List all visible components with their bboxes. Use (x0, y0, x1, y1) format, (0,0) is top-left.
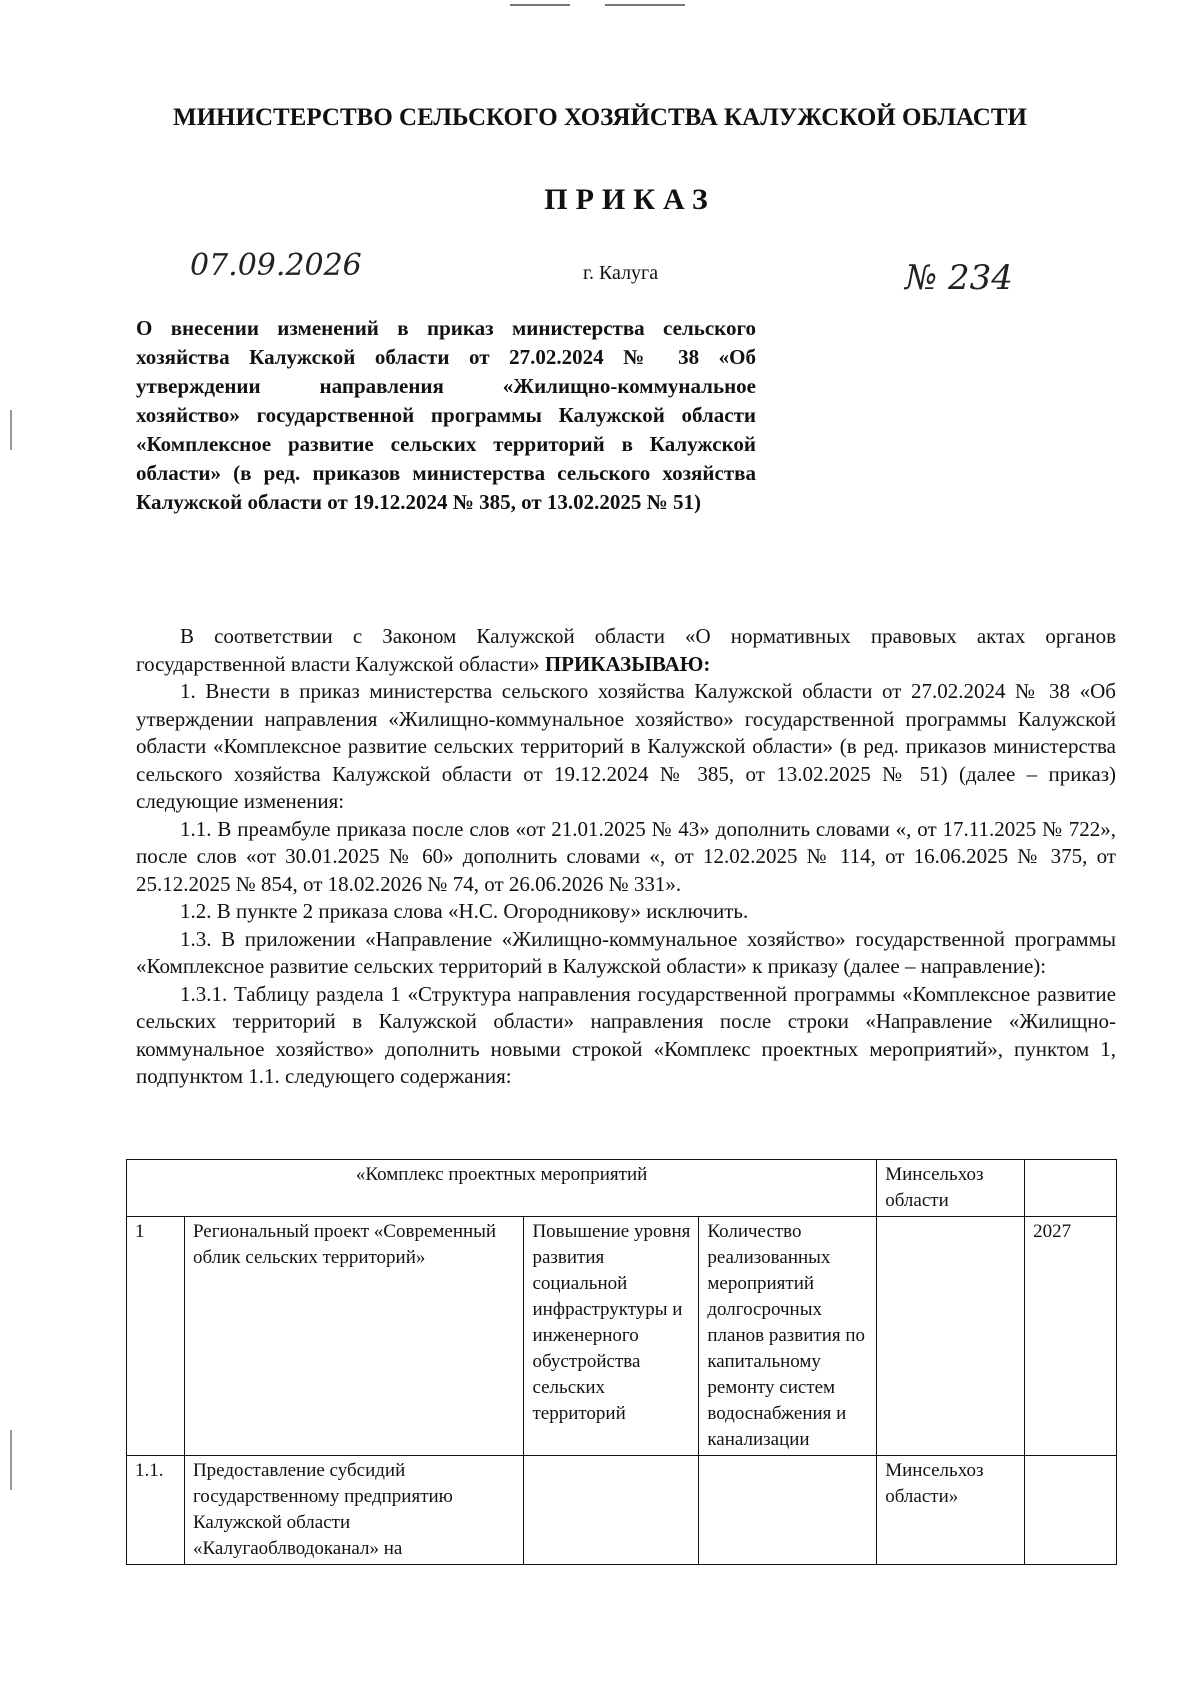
table-cell-num: 1.1. (127, 1456, 185, 1565)
scan-artifact-line (510, 4, 570, 6)
table-cell-empty (1025, 1160, 1117, 1217)
table-cell-goal: Повышение уровня развития социальной инфраструктуры и инженерного обустройства сельских территорий (524, 1217, 699, 1456)
scan-margin-mark (10, 1430, 12, 1490)
paragraph-1-3-1: 1.3.1. Таблицу раздела 1 «Структура направления государственной программы «Комплексное развитие сельских территорий в Калужской области» направления после строки «Направление «Жилищно-коммунальное хозяйство» дополнить новыми строкой «Комплекс проектных мероприятий», пунктом 1, подпунктом 1.1. следующего содержания: (136, 981, 1116, 1088)
table-cell-indicator: Количество реализованных мероприятий долгосрочных планов развития по капитальному ремонту систем водоснабжения и канализации (699, 1217, 877, 1456)
paragraph-1-2: 1.2. В пункте 2 приказа слова «Н.С. Огородникову» исключить. (180, 899, 749, 923)
paragraph-1-1: 1.1. В преамбуле приказа после слов «от 21.01.2025 № 43» дополнить словами «, от 17.11.2025 № 722», после слов «от 30.01.2025 № 60» дополнить словами «, от 12.02.2025 № 114, от 16.06.2025 № 375, от 25.12.2025 № 854, от 18.02.2026 № 74, от 26.06.2026 № 331». (136, 816, 1116, 896)
orders-word: ПРИКАЗЫВАЮ: (544, 651, 711, 676)
table-cell-indicator (699, 1456, 877, 1565)
scan-margin-mark (10, 410, 12, 450)
intro-paragraph (136, 623, 1116, 678)
intro-text: В соответствии с Законом Калужской области «О нормативных правовых актах органов государственной власти Калужской области» (136, 624, 1116, 676)
table-row (127, 1456, 1117, 1565)
table-cell-title: «Комплекс проектных мероприятий (127, 1160, 877, 1217)
table-cell-goal (524, 1456, 699, 1565)
table-cell-name: Предоставление субсидий государственному предприятию Калужской области «Калугаоблводоканал» на (184, 1456, 524, 1565)
table-row (127, 1160, 1117, 1217)
handwritten-date: 07.09.2026 (190, 248, 362, 283)
document-type: ПРИКАЗ (544, 183, 716, 216)
paragraph-1-3: 1.3. В приложении «Направление «Жилищно-коммунальное хозяйство» государственной программы «Комплексное развитие сельских территорий в Калужской области» к приказу (далее – направление): (136, 926, 1116, 978)
table-cell-responsible: Минсельхоз области» (877, 1456, 1025, 1565)
table-cell-num: 1 (127, 1217, 185, 1456)
city-label: г. Калуга (583, 262, 659, 284)
order-subject: О внесении изменений в приказ министерства сельского хозяйства Калужской области от 27.02.2024 № 38 «Об утверждении направления «Жилищно-коммунальное хозяйство» государственной программы Калужской области «Комплексное развитие сельских территорий в Калужской области» (в ред. приказов министерства сельского хозяйства Калужской области от 19.12.2024 № 385, от 13.02.2025 № 51) (136, 316, 756, 514)
paragraph-1: 1. Внести в приказ министерства сельского хозяйства Калужской области от 27.02.2024 № 38 «Об утверждении направления «Жилищно-коммунальное хозяйство» государственной программы Калужской области «Комплексное развитие сельских территорий в Калужской области» (в ред. приказов министерства сельского хозяйства Калужской области от 19.12.2024 № 385, от 13.02.2025 № 51) (далее – приказ) следующие изменения: (136, 679, 1116, 813)
table-cell-year (1025, 1456, 1117, 1565)
table-row (127, 1217, 1117, 1456)
scan-artifact-line (605, 4, 685, 6)
order-body (136, 623, 1116, 1091)
table-cell-responsible (877, 1217, 1025, 1456)
handwritten-number: № 234 (905, 258, 1013, 298)
structure-table (126, 1159, 1117, 1565)
table-cell-responsible: Минсельхоз области (877, 1160, 1025, 1217)
table-cell-name: Региональный проект «Современный облик сельских территорий» (184, 1217, 524, 1456)
table-cell-year: 2027 (1025, 1217, 1117, 1456)
ministry-title: МИНИСТЕРСТВО СЕЛЬСКОГО ХОЗЯЙСТВА КАЛУЖСКОЙ ОБЛАСТИ (173, 104, 1027, 131)
